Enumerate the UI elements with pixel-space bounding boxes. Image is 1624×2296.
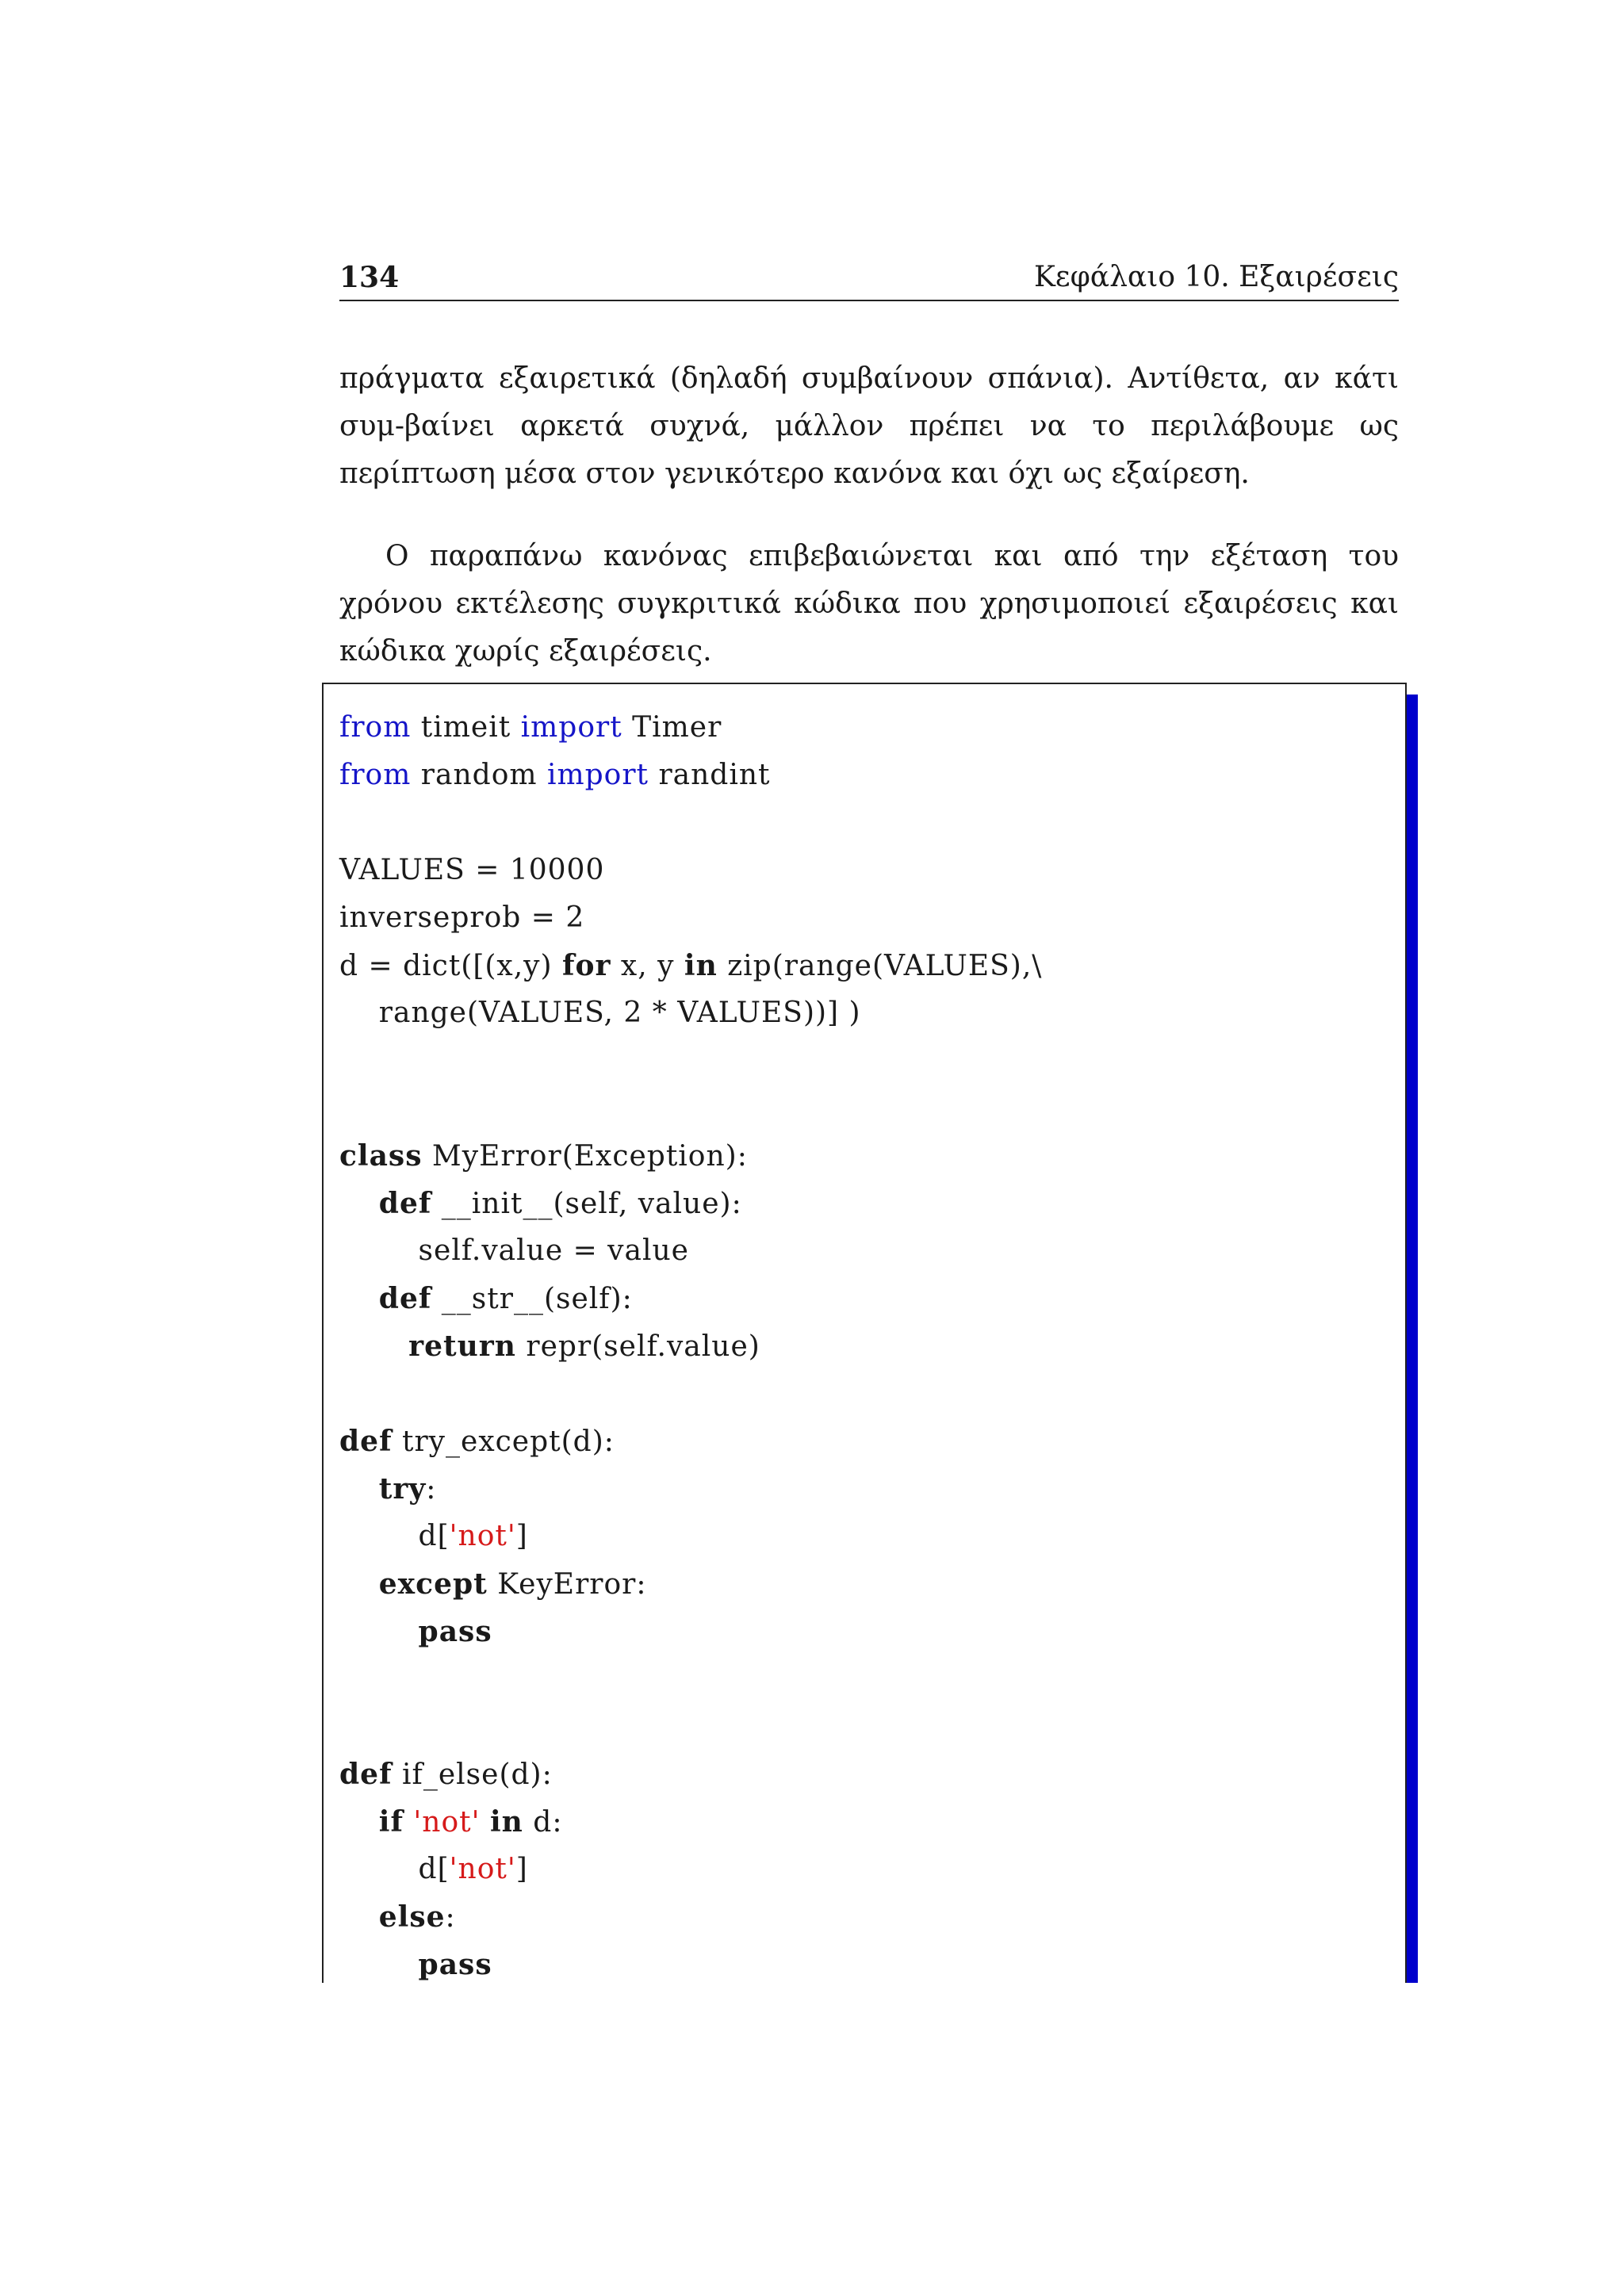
code-keyword: def [339, 1425, 393, 1458]
code-text [339, 1568, 379, 1601]
code-text: repr(self.value) [515, 1330, 760, 1363]
code-text: d: [523, 1806, 563, 1839]
code-text: timeit [411, 711, 521, 744]
code-line [339, 1418, 615, 1465]
code-text: d[ [339, 1520, 450, 1552]
code-text: self.value = value [339, 1234, 689, 1267]
code-keyword: in [489, 1805, 523, 1839]
code-text: ] [515, 1520, 528, 1552]
code-text [339, 1188, 379, 1220]
code-text [481, 1806, 490, 1839]
code-text: ] [515, 1853, 528, 1885]
code-keyword: from [339, 759, 412, 791]
code-text [404, 1806, 413, 1839]
code-text: d[ [339, 1853, 450, 1885]
code-keyword: try [378, 1472, 427, 1506]
code-keyword: in [684, 949, 718, 982]
code-line [339, 894, 584, 942]
code-line [339, 1608, 492, 1655]
code-string: 'not' [413, 1806, 481, 1839]
code-string: 'not' [449, 1853, 516, 1885]
code-text: d = dict([(x,y) [339, 950, 562, 982]
code-text [339, 1901, 379, 1934]
code-text: x, y [611, 950, 684, 982]
code-keyword: except [378, 1567, 488, 1601]
code-line [339, 1893, 456, 1941]
code-line [339, 1846, 528, 1893]
code-text: KeyError: [487, 1568, 647, 1601]
code-keyword: from [339, 711, 412, 744]
code-text: __str__(self): [431, 1283, 633, 1315]
code-keyword: import [520, 711, 622, 744]
code-text: random [411, 759, 547, 791]
paragraph-2: Ο παραπάνω κανόνας επιβεβαιώνεται και από την εξέταση του χρόνου εκτέλεσης συγκριτικά κώδικα που χρησιμοποιεί εξαιρέσεις και κώδικα χωρίς εξαιρέσεις. [339, 540, 1399, 668]
code-text: zip(range(VALUES),\ [717, 950, 1043, 982]
code-line [339, 1751, 553, 1798]
code-text: MyError(Exception): [422, 1140, 748, 1173]
code-text [339, 1949, 419, 1981]
code-keyword: class [339, 1139, 423, 1173]
code-keyword: if [378, 1805, 404, 1839]
code-line [339, 942, 1042, 989]
code-keyword: import [546, 759, 649, 791]
code-keyword: def [378, 1187, 432, 1220]
code-text: : [426, 1473, 437, 1506]
code-keyword: def [378, 1282, 432, 1315]
code-text: __init__(self, value): [431, 1188, 742, 1220]
code-line [339, 989, 861, 1037]
code-line [339, 1322, 760, 1370]
code-string: 'not' [449, 1520, 516, 1552]
code-line [339, 1227, 689, 1275]
code-keyword: def [339, 1758, 393, 1791]
code-listing-shadow-bar [1407, 695, 1418, 1983]
code-text [339, 1283, 379, 1315]
code-text: VALUES = 10000 [339, 854, 605, 886]
code-text: : [445, 1901, 456, 1934]
code-keyword: pass [418, 1615, 492, 1648]
code-listing [339, 0, 1386, 2296]
code-line [339, 1180, 742, 1227]
code-line [339, 1465, 436, 1513]
code-line [339, 752, 771, 799]
code-text: try_except(d): [392, 1425, 615, 1458]
code-text: Timer [622, 711, 722, 744]
page-number: 134 [339, 261, 400, 294]
code-line [339, 1941, 492, 1988]
code-text [339, 1806, 379, 1839]
code-text [339, 1330, 408, 1363]
code-line [339, 1132, 748, 1180]
code-text: inverseprob = 2 [339, 901, 585, 934]
chapter-title: Κεφάλαιο 10. Εξαιρέσεις [1034, 261, 1399, 293]
paragraph-1: πράγματα εξαιρετικά (δηλαδή συμβαίνουν σπάνια). Αντίθετα, αν κάτι συμ-βαίνει αρκετά συχνά, μάλλον πρέπει να το περιλάβουμε ως περίπτωση μέσα στον γενικότερο κανόνα και όχι ως εξαίρεση. [339, 362, 1399, 490]
code-line [339, 1798, 562, 1846]
code-line [339, 704, 722, 752]
code-text [339, 1473, 379, 1506]
code-line [339, 1560, 647, 1608]
code-text: range(VALUES, 2 * VALUES))] ) [339, 997, 861, 1029]
code-text: if_else(d): [392, 1758, 553, 1791]
code-line [339, 1275, 633, 1322]
code-keyword: return [408, 1330, 516, 1363]
code-keyword: for [562, 949, 611, 982]
code-text: randint [649, 759, 771, 791]
code-keyword: else [378, 1900, 446, 1934]
code-text [339, 1616, 419, 1648]
code-line [339, 1513, 528, 1560]
code-line [339, 847, 604, 894]
code-keyword: pass [418, 1948, 492, 1981]
